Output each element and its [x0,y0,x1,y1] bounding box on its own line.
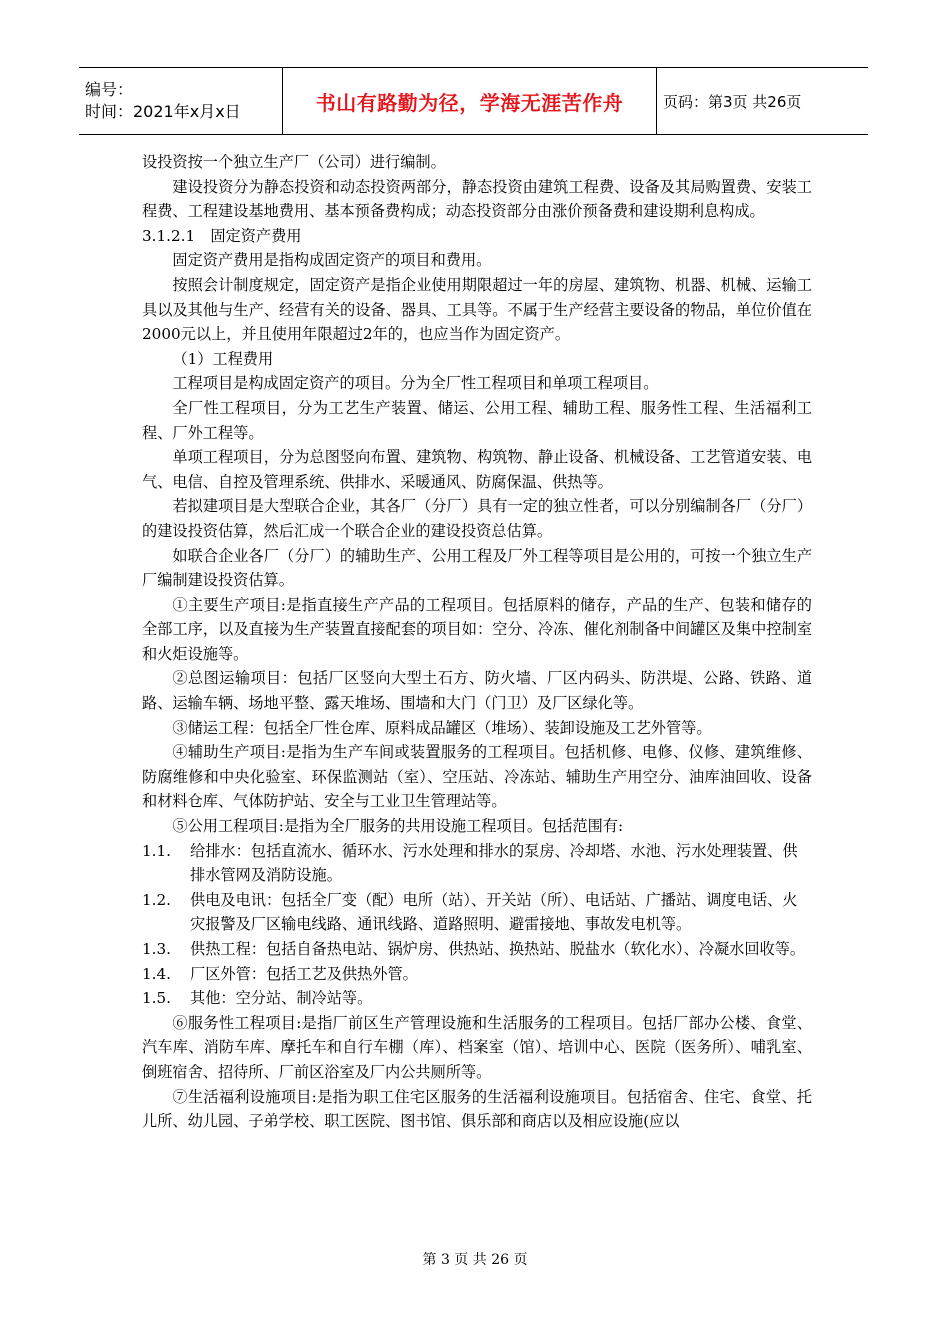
paragraph: 全厂性工程项目，分为工艺生产装置、储运、公用工程、辅助工程、服务性工程、生活福利工程、厂外工程等。 [142,398,812,442]
paragraph: 按照会计制度规定，固定资产是指企业使用期限超过一年的房屋、建筑物、机器、机械、运输工具以及其他与生产、经营有关的设备、器具、工具等。不属于生产经营主要设备的物品，单位价值在2000元以上，并且使用年限超过2年的，也应当作为固定资产。 [142,275,812,344]
section-heading: 3.1.2.1 固定资产费用 [142,226,302,245]
list-item-text: 供电及电讯：包括全厂变（配）电所（站）、开关站（所）、电话站、广播站、调度电话、火灾报警及厂区输电线路、通讯线路、道路照明、避雷接地、事故发电机等。 [190,890,798,934]
list-item-number: 1.3. [142,940,171,958]
paragraph: ③储运工程：包括全厂性仓库、原料成品罐区（堆场）、装卸设施及工艺外管等。 [172,718,712,737]
list-item [142,839,812,888]
document-number: 编号： [85,80,134,99]
header-page-cell [657,68,868,134]
paragraph: 如联合企业各厂（分厂）的辅助生产、公用工程及厂外工程等项目是公用的，可按一个独立生产厂编制建设投资估算。 [142,546,812,590]
header-motto-cell [283,68,657,134]
paragraph: 设投资按一个独立生产厂（公司）进行编制。 [142,153,446,171]
paragraph: 单项工程项目，分为总图竖向布置、建筑物、构筑物、静止设备、机械设备、工艺管道安装、电气、电信、自控及管理系统、供排水、采暖通风、防腐保温、供热等。 [142,448,812,491]
list-item-text: 给排水：包括直流水、循环水、污水处理和排水的泵房、冷却塔、水池、污水处理装置、供排水管网及消防设施。 [190,841,798,885]
header-meta [79,68,283,134]
header-motto: 书山有路勤为径，学海无涯苦作舟 [315,90,624,115]
subsection-heading: （1）工程费用 [172,349,274,368]
list-item [142,962,812,987]
paragraph: 若拟建项目是大型联合企业，其各厂（分厂）具有一定的独立性者，可以分别编制各厂（分厂）的建设投资估算，然后汇成一个联合企业的建设投资总估算。 [142,497,812,540]
paragraph: 建设投资分为静态投资和动态投资两部分，静态投资由建筑工程费、设备及其局购置费、安装工程费、工程建设基地费用、基本预备费构成；动态投资部分由涨价预备费和建设期利息构成。 [142,177,812,221]
list-item-number: 1.1. [142,841,171,860]
list-item-text: 供热工程：包括自备热电站、锅炉房、供热站、换热站、脱盐水（软化水）、冷凝水回收等。 [190,940,806,958]
paragraph: ④辅助生产项目:是指为生产车间或装置服务的工程项目。包括机修、电修、仪修、建筑维修、防腐维修和中央化验室、环保监测站（室）、空压站、冷冻站、辅助生产用空分、油库油回收、设备和材料仓库、气体防护站、安全与工业卫生管理站等。 [142,743,812,811]
header-page-number: 页码：第3页 共26页 [663,92,802,111]
list-item-text: 厂区外管：包括工艺及供热外管。 [190,964,418,983]
list-item [142,888,812,937]
list-item-number: 1.2. [142,890,171,909]
list-item [142,937,812,962]
paragraph: ①主要生产项目:是指直接生产产品的工程项目。包括原料的储存，产品的生产、包装和储存的全部工序，以及直接为生产装置直接配套的项目如：空分、冷冻、催化剂制备中间罐区及集中控制室和火炬设施等。 [142,595,812,663]
paragraph: ⑦生活福利设施项目:是指为职工住宅区服务的生活福利设施项目。包括宿舍、住宅、食堂、托儿所、幼儿园、子弟学校、职工医院、图书馆、俱乐部和商店以及相应设施(应以 [142,1087,812,1131]
list-item [142,986,812,1011]
page-header [79,67,868,135]
paragraph: 工程项目是构成固定资产的项目。分为全厂性工程项目和单项工程项目。 [172,374,659,393]
paragraph: ⑥服务性工程项目:是指厂前区生产管理设施和生活服务的工程项目。包括厂部办公楼、食堂、汽车库、消防车库、摩托车和自行车棚（库）、档案室（馆）、培训中心、医院（医务所）、哺乳室、倒班宿舍、招待所、厂前区浴室及厂内公共厕所等。 [142,1013,812,1081]
document-body [142,150,812,1134]
list-item-number: 1.4. [142,964,171,983]
document-date: 时间：2021年x月x日 [85,102,241,121]
paragraph: ⑤公用工程项目:是指为全厂服务的共用设施工程项目。包括范围有: [172,817,624,836]
list-item-number: 1.5. [142,989,171,1008]
page-footer: 第 3 页 共 26 页 [422,1252,528,1268]
paragraph: ②总图运输项目：包括厂区竖向大型土石方、防火墙、厂区内码头、防洪堤、公路、铁路、道路、运输车辆、场地平整、露天堆场、围墙和大门（门卫）及厂区绿化等。 [142,669,812,713]
paragraph: 固定资产费用是指构成固定资产的项目和费用。 [172,251,492,270]
list-item-text: 其他：空分站、制冷站等。 [190,989,373,1008]
